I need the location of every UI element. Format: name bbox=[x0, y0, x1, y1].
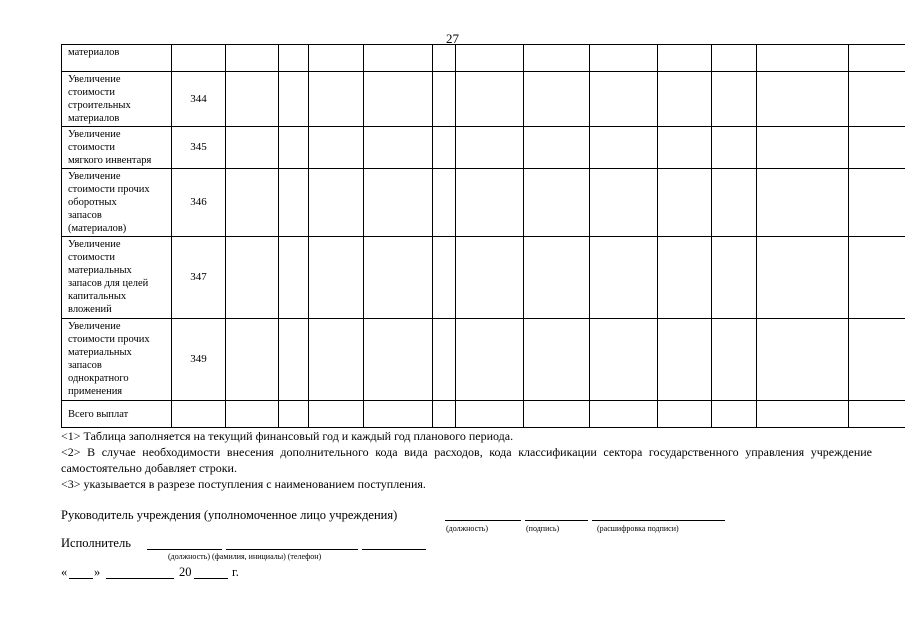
row-code: 345 bbox=[172, 127, 226, 169]
table-body bbox=[62, 45, 905, 428]
value-cell[interactable] bbox=[433, 237, 456, 319]
head-decoding-line[interactable] bbox=[592, 508, 725, 521]
table-row bbox=[62, 45, 905, 72]
value-cell[interactable] bbox=[757, 237, 849, 319]
caption-signature: (подпись) bbox=[526, 524, 560, 533]
row-code: 344 bbox=[172, 72, 226, 127]
footnote-3: <3> указывается в разрезе поступления с наименованием поступления. bbox=[61, 477, 426, 491]
head-signature-line[interactable] bbox=[525, 508, 588, 521]
executor-name-line[interactable] bbox=[226, 537, 358, 550]
value-cell[interactable] bbox=[658, 237, 712, 319]
value-cell[interactable] bbox=[226, 169, 279, 237]
table-row bbox=[62, 237, 905, 319]
row-code: 347 bbox=[172, 237, 226, 319]
row-name: Всего выплат bbox=[62, 401, 172, 428]
footnote-1: <1> Таблица заполняется на текущий финансовый год и каждый год планового периода. bbox=[61, 429, 514, 443]
value-cell[interactable] bbox=[757, 45, 849, 72]
value-cell[interactable] bbox=[712, 45, 757, 72]
value-cell[interactable] bbox=[433, 401, 456, 428]
value-cell[interactable] bbox=[226, 319, 279, 401]
value-cell[interactable] bbox=[456, 72, 524, 127]
value-cell[interactable] bbox=[279, 401, 309, 428]
value-cell[interactable] bbox=[226, 45, 279, 72]
row-name: Увеличение стоимости строительных материалов bbox=[62, 72, 172, 127]
row-name: Увеличение стоимости материальных запасов для целей капитальных вложений bbox=[62, 237, 172, 319]
value-cell[interactable] bbox=[757, 169, 849, 237]
row-name: Увеличение стоимости прочих материальных запасов однократного применения bbox=[62, 319, 172, 401]
row-code bbox=[172, 45, 226, 72]
table-row bbox=[62, 72, 905, 127]
value-cell[interactable] bbox=[279, 237, 309, 319]
value-cell[interactable] bbox=[456, 127, 524, 169]
head-position-line[interactable] bbox=[445, 508, 521, 521]
caption-decoding: (расшифровка подписи) bbox=[597, 524, 679, 533]
value-cell[interactable] bbox=[712, 319, 757, 401]
value-cell[interactable] bbox=[309, 319, 364, 401]
value-cell[interactable] bbox=[524, 401, 590, 428]
value-cell[interactable] bbox=[524, 237, 590, 319]
row-code: 349 bbox=[172, 319, 226, 401]
footnotes bbox=[61, 428, 872, 492]
date-year-prefix: 20 bbox=[179, 565, 192, 579]
value-cell[interactable] bbox=[456, 45, 524, 72]
value-cell[interactable] bbox=[524, 169, 590, 237]
value-cell[interactable] bbox=[309, 401, 364, 428]
value-cell[interactable] bbox=[757, 319, 849, 401]
value-cell[interactable] bbox=[309, 72, 364, 127]
caption-position: (должность) bbox=[446, 524, 488, 533]
value-cell[interactable] bbox=[226, 237, 279, 319]
value-cell[interactable] bbox=[309, 127, 364, 169]
date-month-line[interactable] bbox=[106, 566, 174, 579]
value-cell[interactable] bbox=[658, 319, 712, 401]
value-cell[interactable] bbox=[433, 72, 456, 127]
value-cell[interactable] bbox=[712, 401, 757, 428]
value-cell[interactable] bbox=[757, 127, 849, 169]
row-name: Увеличение стоимости прочих оборотных запасов (материалов) bbox=[62, 169, 172, 237]
value-cell[interactable] bbox=[658, 45, 712, 72]
date-open-quote: « bbox=[61, 565, 68, 579]
executor-phone-line[interactable] bbox=[362, 537, 426, 550]
date-close-quote: » bbox=[94, 565, 101, 579]
value-cell[interactable] bbox=[590, 127, 658, 169]
value-cell[interactable] bbox=[524, 127, 590, 169]
expense-table bbox=[61, 44, 905, 428]
value-cell[interactable] bbox=[433, 319, 456, 401]
table-row bbox=[62, 401, 905, 428]
value-cell[interactable] bbox=[849, 72, 905, 127]
value-cell[interactable] bbox=[433, 127, 456, 169]
value-cell[interactable] bbox=[309, 45, 364, 72]
value-cell[interactable] bbox=[849, 169, 905, 237]
value-cell[interactable] bbox=[712, 127, 757, 169]
value-cell[interactable] bbox=[364, 401, 433, 428]
value-cell[interactable] bbox=[590, 319, 658, 401]
value-cell[interactable] bbox=[590, 401, 658, 428]
value-cell[interactable] bbox=[712, 169, 757, 237]
value-cell[interactable] bbox=[658, 169, 712, 237]
row-code: 346 bbox=[172, 169, 226, 237]
value-cell[interactable] bbox=[279, 72, 309, 127]
value-cell[interactable] bbox=[590, 72, 658, 127]
value-cell[interactable] bbox=[279, 319, 309, 401]
head-label: Руководитель учреждения (уполномоченное лицо учреждения) bbox=[61, 508, 398, 522]
value-cell[interactable] bbox=[433, 169, 456, 237]
executor-position-line[interactable] bbox=[147, 537, 222, 550]
value-cell[interactable] bbox=[849, 127, 905, 169]
value-cell[interactable] bbox=[658, 72, 712, 127]
page-number: 27 bbox=[446, 31, 459, 46]
date-suffix: г. bbox=[232, 565, 239, 579]
value-cell[interactable] bbox=[456, 319, 524, 401]
value-cell[interactable] bbox=[849, 45, 905, 72]
value-cell[interactable] bbox=[364, 169, 433, 237]
table-row bbox=[62, 169, 905, 237]
value-cell[interactable] bbox=[364, 237, 433, 319]
table-row bbox=[62, 319, 905, 401]
value-cell[interactable] bbox=[456, 401, 524, 428]
value-cell[interactable] bbox=[524, 319, 590, 401]
value-cell[interactable] bbox=[590, 237, 658, 319]
footnote-2: <2> В случае необходимости внесения дополнительного кода вида расходов, кода классификации сектора государственного управления учреждение самостоятельно добавляет строки. bbox=[61, 445, 872, 475]
value-cell[interactable] bbox=[433, 45, 456, 72]
value-cell[interactable] bbox=[590, 45, 658, 72]
value-cell[interactable] bbox=[279, 45, 309, 72]
value-cell[interactable] bbox=[849, 237, 905, 319]
value-cell[interactable] bbox=[658, 127, 712, 169]
value-cell[interactable] bbox=[279, 127, 309, 169]
value-cell[interactable] bbox=[590, 169, 658, 237]
table-row bbox=[62, 127, 905, 169]
row-name: материалов bbox=[62, 45, 172, 72]
value-cell[interactable] bbox=[456, 169, 524, 237]
value-cell[interactable] bbox=[757, 72, 849, 127]
value-cell[interactable] bbox=[226, 72, 279, 127]
value-cell[interactable] bbox=[226, 127, 279, 169]
value-cell[interactable] bbox=[658, 401, 712, 428]
value-cell[interactable] bbox=[849, 319, 905, 401]
value-cell[interactable] bbox=[524, 72, 590, 127]
value-cell[interactable] bbox=[309, 169, 364, 237]
row-name: Увеличение стоимости мягкого инвентаря bbox=[62, 127, 172, 169]
value-cell[interactable] bbox=[712, 72, 757, 127]
date-year-line[interactable] bbox=[194, 566, 228, 579]
value-cell[interactable] bbox=[364, 127, 433, 169]
value-cell[interactable] bbox=[849, 401, 905, 428]
value-cell[interactable] bbox=[279, 169, 309, 237]
value-cell[interactable] bbox=[309, 237, 364, 319]
value-cell[interactable] bbox=[757, 401, 849, 428]
executor-label: Исполнитель bbox=[61, 536, 131, 550]
value-cell[interactable] bbox=[364, 72, 433, 127]
value-cell[interactable] bbox=[364, 45, 433, 72]
value-cell[interactable] bbox=[712, 237, 757, 319]
value-cell[interactable] bbox=[524, 45, 590, 72]
row-code bbox=[172, 401, 226, 428]
value-cell[interactable] bbox=[456, 237, 524, 319]
date-day-line[interactable] bbox=[69, 566, 93, 579]
value-cell[interactable] bbox=[226, 401, 279, 428]
value-cell[interactable] bbox=[364, 319, 433, 401]
executor-captions: (должность) (фамилия, инициалы) (телефон) bbox=[168, 552, 322, 561]
